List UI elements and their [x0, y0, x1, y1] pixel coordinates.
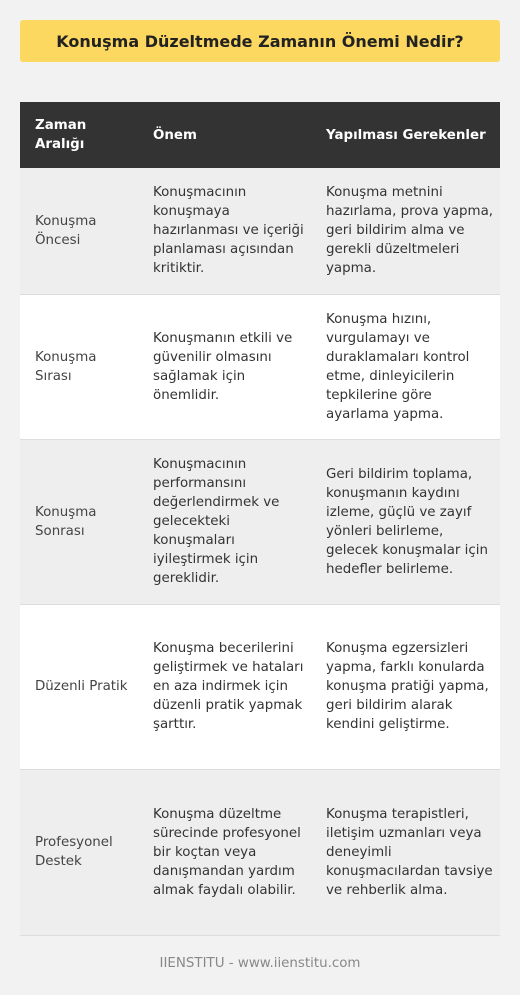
row-period: Konuşma Öncesi [20, 168, 138, 294]
row-importance: Konuşmanın etkili ve güvenilir olmasını sağlamak için önemlidir. [138, 294, 311, 439]
row-actions: Geri bildirim toplama, konuşmanın kaydını izleme, güçlü ve zayıf yönleri belirleme, gelecek konuşmalar için hedefler belirleme. [311, 439, 500, 604]
table-row [20, 439, 500, 604]
page-title: Konuşma Düzeltmede Zamanın Önemi Nedir? [56, 31, 464, 51]
row-period: Düzenli Pratik [20, 604, 138, 769]
row-actions: Konuşma egzersizleri yapma, farklı konularda konuşma pratiği yapma, geri bildirim alarak kendini geliştirme. [311, 604, 500, 769]
row-importance: Konuşma becerilerini geliştirmek ve hataları en aza indirmek için düzenli pratik yapmak şarttır. [138, 604, 311, 769]
table-row [20, 294, 500, 439]
row-period: Profesyonel Destek [20, 769, 138, 935]
row-period: Konuşma Sonrası [20, 439, 138, 604]
column-header-period: Zaman Aralığı [20, 102, 138, 168]
title-banner [20, 20, 500, 62]
row-actions: Konuşma hızını, vurgulamayı ve duraklamaları kontrol etme, dinleyicilerin tepkilerine göre ayarlama yapma. [311, 294, 500, 439]
row-importance: Konuşma düzeltme sürecinde profesyonel bir koçtan veya danışmandan yardım almak faydalı olabilir. [138, 769, 311, 935]
table-header-row [20, 102, 500, 168]
table-row [20, 604, 500, 769]
row-actions: Konuşma metnini hazırlama, prova yapma, geri bildirim alma ve gerekli düzeltmeleri yapma. [311, 168, 500, 294]
row-period: Konuşma Sırası [20, 294, 138, 439]
column-header-actions: Yapılması Gerekenler [311, 102, 500, 168]
table-row [20, 168, 500, 294]
footer-credit: IIENSTITU - www.iienstitu.com [159, 956, 361, 971]
table-row [20, 769, 500, 935]
info-table [20, 102, 500, 936]
column-header-importance: Önem [138, 102, 311, 168]
row-actions: Konuşma terapistleri, iletişim uzmanları veya deneyimli konuşmacılardan tavsiye ve rehberlik alma. [311, 769, 500, 935]
row-importance: Konuşmacının performansını değerlendirmek ve gelecekteki konuşmaları iyileştirmek için gereklidir. [138, 439, 311, 604]
row-importance: Konuşmacının konuşmaya hazırlanması ve içeriği planlaması açısından kritiktir. [138, 168, 311, 294]
